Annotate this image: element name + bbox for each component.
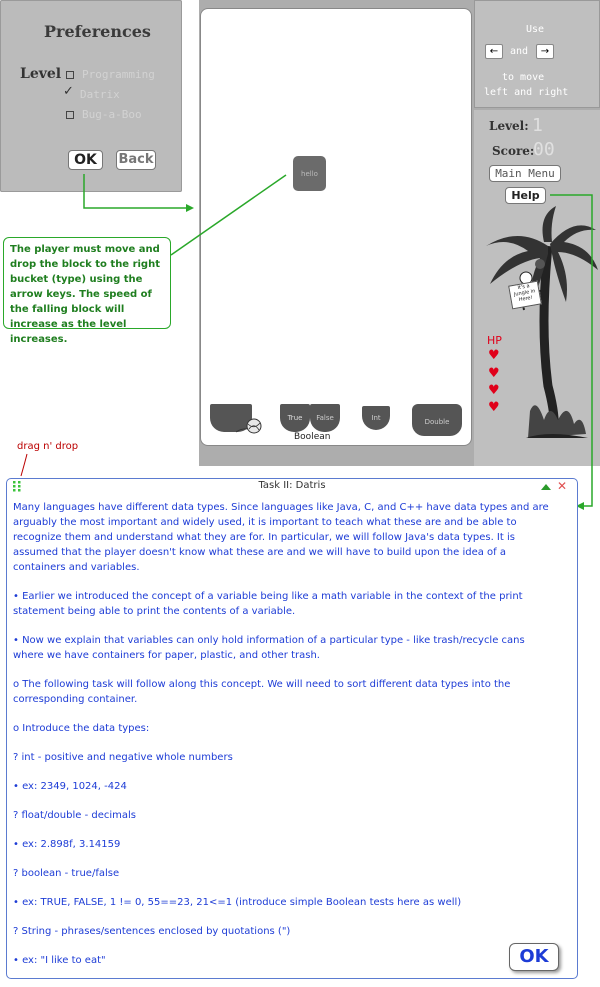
task-paragraph: ? boolean - true/false bbox=[13, 868, 120, 879]
right-arrow-key-icon: → bbox=[536, 44, 554, 59]
task-ok-button[interactable]: OK bbox=[509, 943, 559, 971]
task-title: Task II: Datris bbox=[258, 480, 326, 491]
task-paragraph: ? float/double - decimals bbox=[13, 810, 137, 821]
use-label: Use bbox=[526, 24, 545, 35]
close-icon[interactable]: ✕ bbox=[557, 479, 568, 493]
bucket-label: Int bbox=[371, 414, 381, 422]
collapse-up-icon[interactable] bbox=[541, 483, 551, 491]
task-paragraph: ? int - positive and negative whole numbers bbox=[13, 752, 233, 763]
bucket-label: False bbox=[316, 414, 334, 422]
level-label: Level bbox=[20, 66, 62, 82]
task-paragraph: • Earlier we introduced the concept of a variable being like a math variable in the context of the print statement being able to print the contents of a variable. bbox=[13, 591, 523, 617]
preferences-title: Preferences bbox=[44, 22, 151, 41]
preferences-back-button[interactable]: Back bbox=[116, 150, 156, 170]
option-label: Datrix bbox=[80, 88, 120, 101]
task-paragraph: • Now we explain that variables can only hold information of a particular type - like trash/recycle cans where we have containers for paper, plastic, and other trash. bbox=[13, 635, 525, 661]
task-paragraph: • ex: 2349, 1024, -424 bbox=[13, 781, 127, 792]
score-value: 00 bbox=[533, 139, 555, 160]
option-label: Bug-a-Boo bbox=[82, 108, 142, 121]
task-paragraph: o Introduce the data types: bbox=[13, 723, 150, 734]
help-button[interactable]: Help bbox=[505, 187, 546, 204]
and-label: and bbox=[510, 46, 529, 57]
level-value: 1 bbox=[532, 115, 543, 136]
main-menu-button[interactable]: Main Menu bbox=[489, 165, 561, 182]
to-move-label: to move bbox=[502, 72, 545, 83]
boolean-label: Boolean bbox=[294, 432, 331, 442]
jungle-sign: It's a Jungle in Here! bbox=[508, 281, 542, 310]
bucket-label: True bbox=[287, 414, 303, 422]
task-body bbox=[13, 500, 558, 982]
annotation-note: The player must move and drop the block to the right bucket (type) using the arrow keys. The speed of the falling block will increase as the level increases. bbox=[3, 237, 171, 329]
heart-icon: ♥ bbox=[488, 348, 500, 363]
drag-n-drop-label: drag n' drop bbox=[17, 441, 79, 452]
left-arrow-key-icon: ← bbox=[485, 44, 503, 59]
heart-icon: ♥ bbox=[488, 400, 500, 415]
task-paragraph: o The following task will follow along this concept. We will need to sort different data types into the corresponding container. bbox=[13, 679, 511, 705]
task-paragraph: • ex: TRUE, FALSE, 1 != 0, 55==23, 21<=1 (introduce simple Boolean tests here as well) bbox=[13, 897, 462, 908]
task-paragraph: • ex: "I like to eat" bbox=[13, 955, 106, 966]
task-paragraph: Many languages have different data types. Since languages like Java, C, and C++ have data types and are arguably the most important and widely used, it is important to teach what these are and be able to recognize them and understand what they are for. In particular, we will follow Java's data types. It is assumed that the player doesn't know what these are and we will have to build upon the idea of a containers and variables. bbox=[13, 502, 549, 573]
score-label: Score: bbox=[492, 144, 535, 158]
checkmark-icon: ✓ bbox=[63, 84, 74, 99]
heart-icon: ♥ bbox=[488, 383, 500, 398]
left-right-label: left and right bbox=[484, 87, 569, 98]
level-stat-label: Level: bbox=[489, 119, 529, 133]
heart-icon: ♥ bbox=[488, 366, 500, 381]
option-label: Programming bbox=[82, 68, 155, 81]
block-label: hello bbox=[301, 170, 318, 178]
bucket-label: Double bbox=[424, 418, 450, 426]
task-paragraph: • ex: 2.898f, 3.14159 bbox=[13, 839, 121, 850]
task-paragraph: ? String - phrases/sentences enclosed by quotations (") bbox=[13, 926, 291, 937]
hp-label: HP bbox=[487, 334, 502, 347]
preferences-ok-button[interactable]: OK bbox=[68, 150, 103, 170]
